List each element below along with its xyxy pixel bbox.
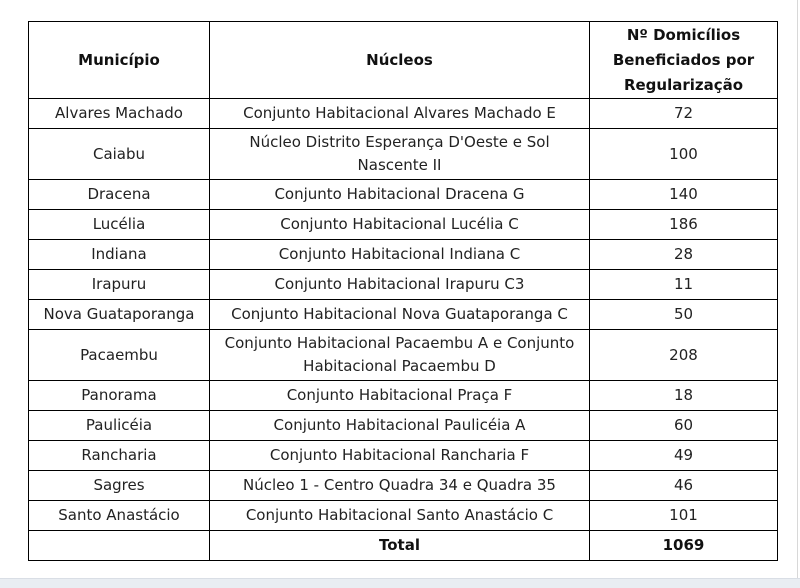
cell-domicilios: 11 — [590, 270, 778, 300]
cell-nucleo: Conjunto Habitacional Lucélia C — [210, 210, 590, 240]
cell-nucleo: Núcleo Distrito Esperança D'Oeste e Sol Nascente II — [210, 129, 590, 180]
cell-municipio: Sagres — [29, 471, 210, 501]
cell-domicilios: 46 — [590, 471, 778, 501]
cell-nucleo: Conjunto Habitacional Alvares Machado E — [210, 99, 590, 129]
table-row — [29, 501, 778, 531]
cell-nucleo: Conjunto Habitacional Paulicéia A — [210, 411, 590, 441]
cell-nucleo: Conjunto Habitacional Irapuru C3 — [210, 270, 590, 300]
header-municipio: Município — [29, 22, 210, 99]
cell-domicilios: 100 — [590, 129, 778, 180]
cell-municipio: Rancharia — [29, 441, 210, 471]
domicilios-table — [28, 21, 778, 561]
table-row — [29, 240, 778, 270]
header-domicilios: Nº Domicílios Beneficiados por Regularização — [590, 22, 778, 99]
cell-domicilios: 50 — [590, 300, 778, 330]
cell-domicilios: 60 — [590, 411, 778, 441]
table-row — [29, 471, 778, 501]
cell-municipio: Irapuru — [29, 270, 210, 300]
cell-nucleo: Conjunto Habitacional Dracena G — [210, 180, 590, 210]
cell-municipio: Indiana — [29, 240, 210, 270]
cell-municipio: Alvares Machado — [29, 99, 210, 129]
table-row — [29, 411, 778, 441]
table-row — [29, 300, 778, 330]
cell-domicilios: 18 — [590, 381, 778, 411]
table-row — [29, 210, 778, 240]
table-row — [29, 381, 778, 411]
cell-nucleo: Conjunto Habitacional Santo Anastácio C — [210, 501, 590, 531]
cell-domicilios: 72 — [590, 99, 778, 129]
cell-domicilios: 186 — [590, 210, 778, 240]
table-row — [29, 129, 778, 180]
cell-municipio: Pacaembu — [29, 330, 210, 381]
cell-total-empty — [29, 531, 210, 561]
table-row — [29, 441, 778, 471]
header-nucleos: Núcleos — [210, 22, 590, 99]
total-label: Total — [210, 531, 590, 561]
cell-municipio: Caiabu — [29, 129, 210, 180]
table-row — [29, 180, 778, 210]
cell-nucleo: Conjunto Habitacional Nova Guataporanga C — [210, 300, 590, 330]
cell-nucleo: Núcleo 1 - Centro Quadra 34 e Quadra 35 — [210, 471, 590, 501]
cell-municipio: Dracena — [29, 180, 210, 210]
cell-municipio: Panorama — [29, 381, 210, 411]
table-header-row — [29, 22, 778, 99]
total-row — [29, 531, 778, 561]
table-row — [29, 330, 778, 381]
cell-domicilios: 140 — [590, 180, 778, 210]
cell-domicilios: 101 — [590, 501, 778, 531]
cell-municipio: Paulicéia — [29, 411, 210, 441]
cell-domicilios: 49 — [590, 441, 778, 471]
cell-nucleo: Conjunto Habitacional Pacaembu A e Conjunto Habitacional Pacaembu D — [210, 330, 590, 381]
table-row — [29, 270, 778, 300]
cell-nucleo: Conjunto Habitacional Rancharia F — [210, 441, 590, 471]
cell-municipio: Lucélia — [29, 210, 210, 240]
cell-nucleo: Conjunto Habitacional Praça F — [210, 381, 590, 411]
table-row — [29, 99, 778, 129]
cell-municipio: Nova Guataporanga — [29, 300, 210, 330]
cell-nucleo: Conjunto Habitacional Indiana C — [210, 240, 590, 270]
cell-municipio: Santo Anastácio — [29, 501, 210, 531]
total-value: 1069 — [590, 531, 778, 561]
cell-domicilios: 28 — [590, 240, 778, 270]
cell-domicilios: 208 — [590, 330, 778, 381]
